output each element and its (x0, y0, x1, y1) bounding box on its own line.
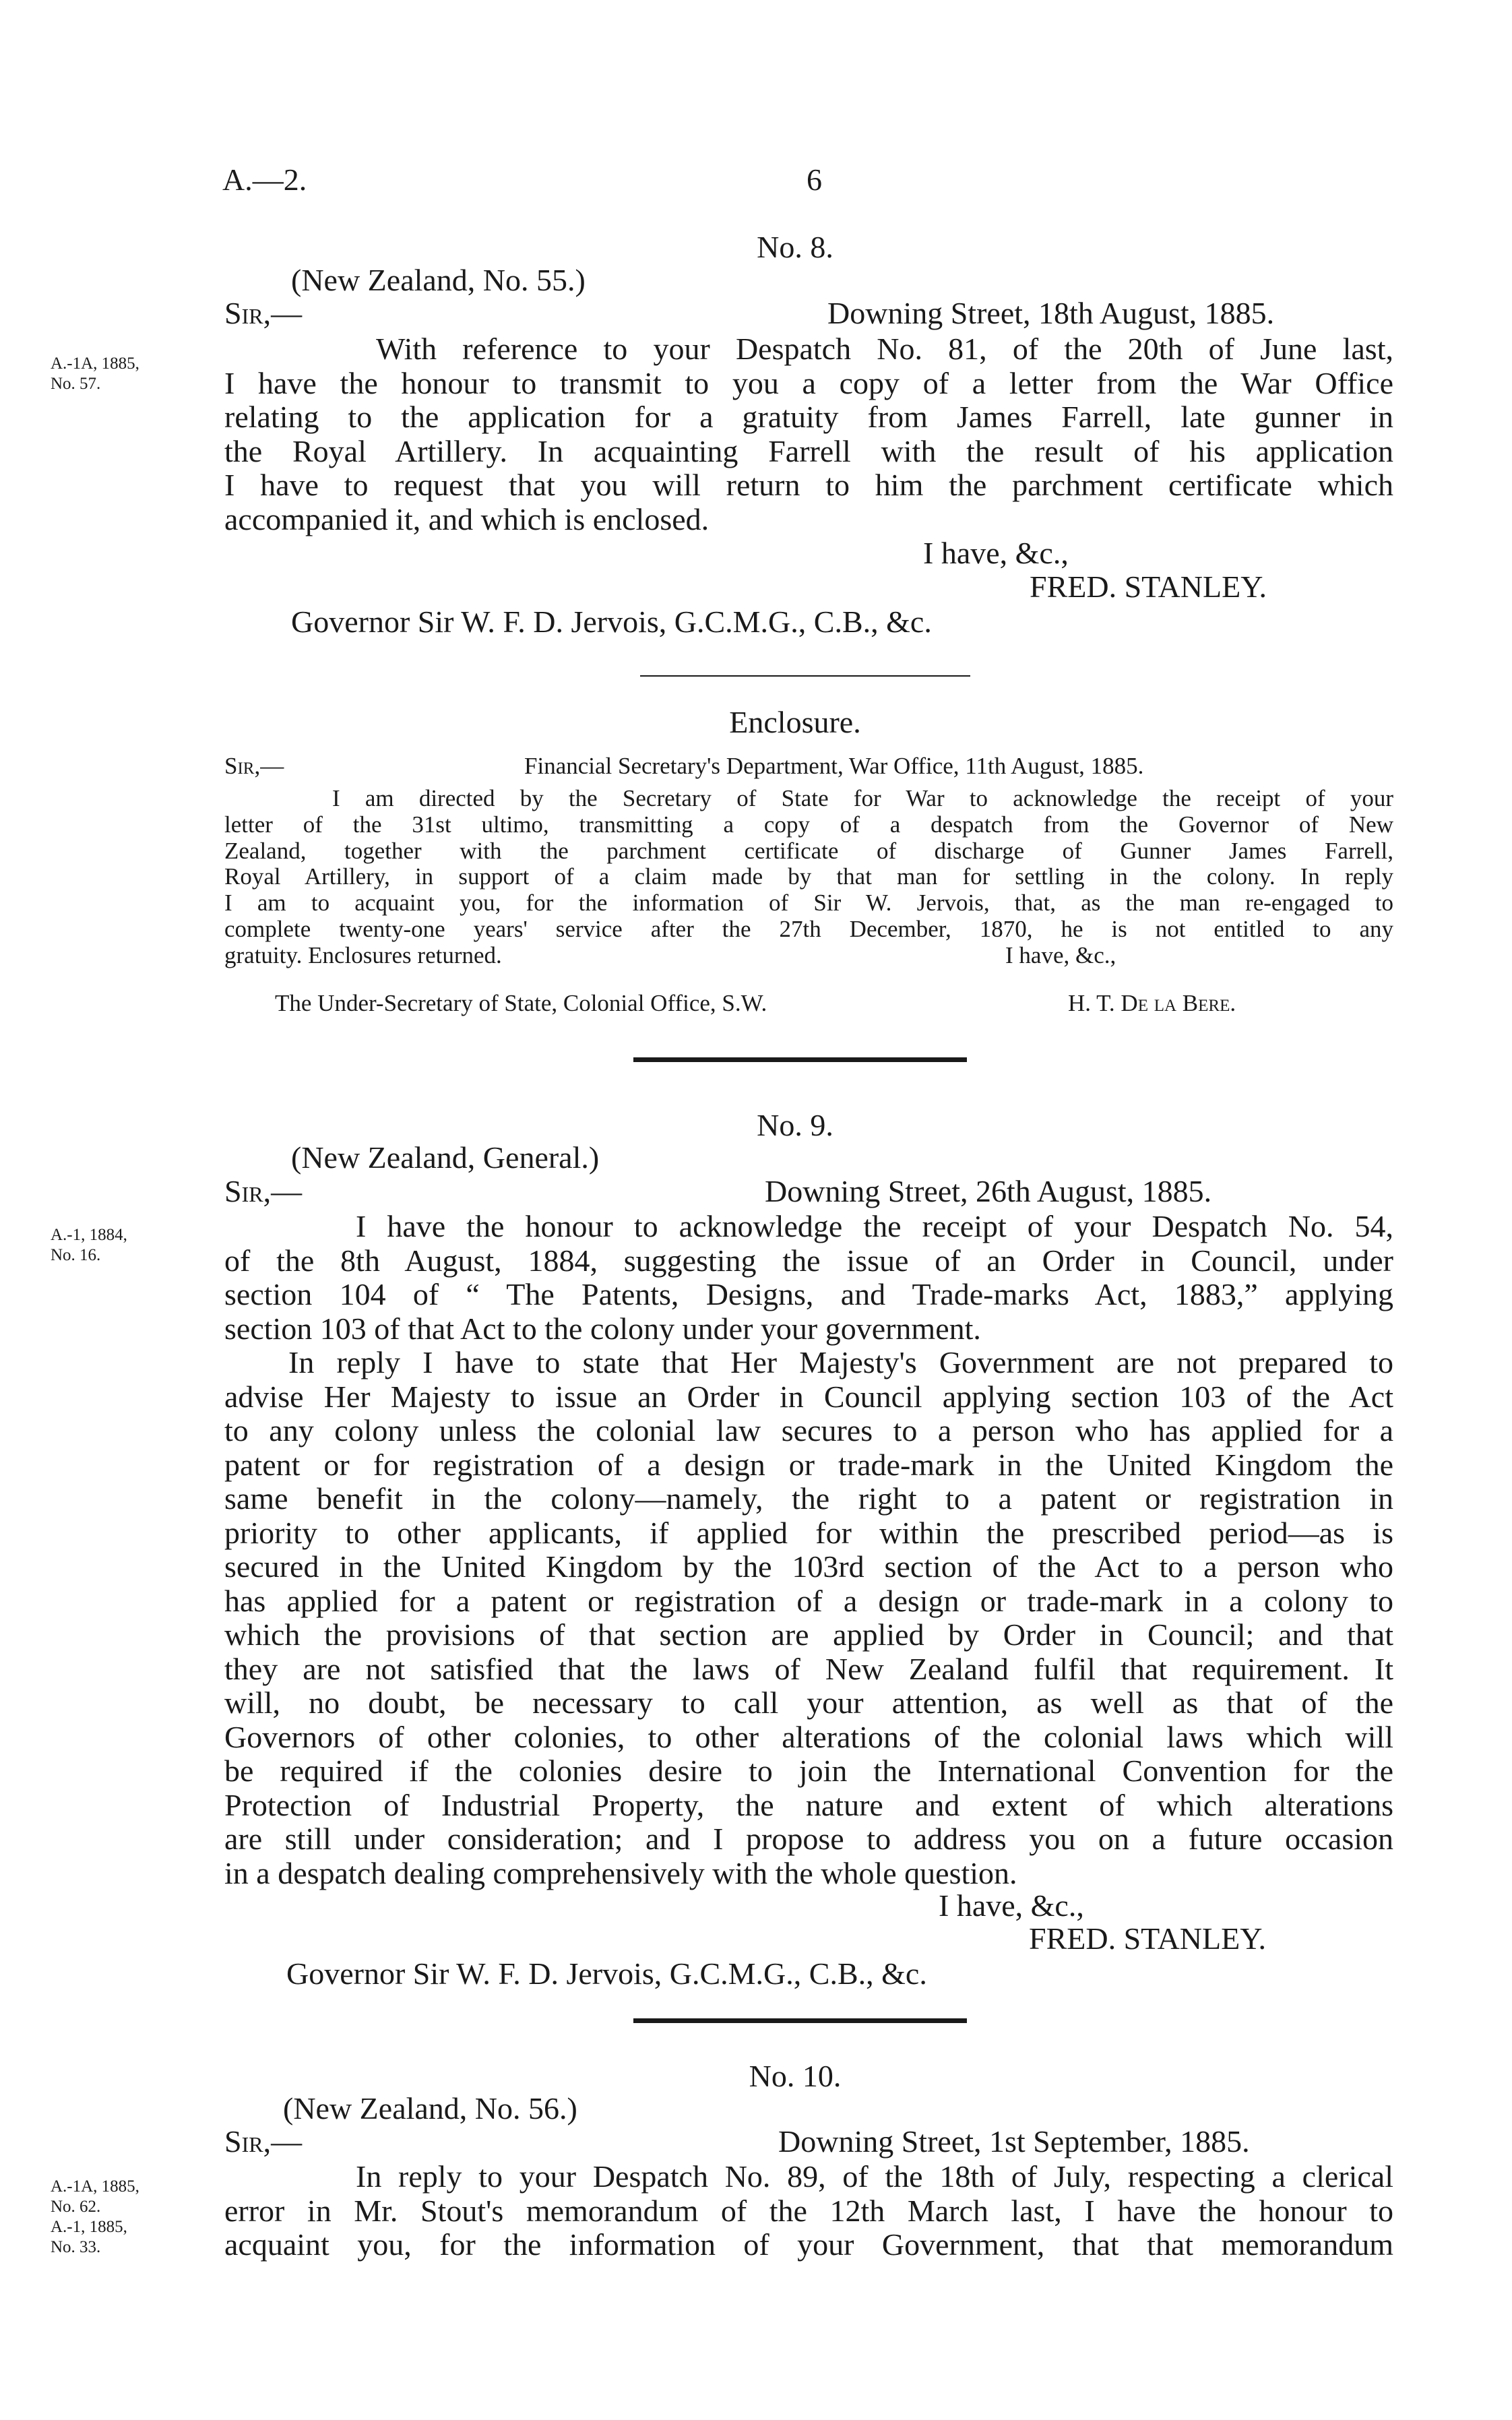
text-line: patent or for registration of a design or trade-mark in the United Kingdom the (224, 1447, 1393, 1482)
text-line: Zealand, together with the parchment certificate of discharge of Gunner James Farrell, (224, 837, 1393, 864)
text-line: With reference to your Despatch No. 81, of the 20th of June last, (376, 332, 1393, 366)
margin-reference: A.-1, 1884, No. 16. (51, 1226, 127, 1264)
text-line: they are not satisfied that the laws of New Zealand fulfil that requirement. It (224, 1651, 1393, 1686)
place-date: Downing Street, 26th August, 1885. (765, 1174, 1212, 1208)
text-line: has applied for a patent or registration of a design or trade-mark in a colony to (224, 1583, 1393, 1618)
text-line: in a despatch dealing comprehensively with the whole question. (224, 1855, 1017, 1890)
despatch-number: No. 10. (749, 2059, 842, 2093)
signature: H. T. De la Bere. (1068, 990, 1236, 1016)
addressee: Governor Sir W. F. D. Jervois, G.C.M.G., C.B., &c. (291, 604, 932, 639)
margin-reference: A.-1A, 1885, No. 57. (51, 354, 139, 393)
signature: FRED. STANLEY. (1029, 1921, 1267, 1956)
place-date: Financial Secretary's Department, War Office, 11th August, 1885. (524, 753, 1144, 779)
text-line: letter of the 31st ultimo, transmitting a copy of a despatch from the Governor of New (224, 811, 1393, 838)
text-line: Governors of other colonies, to other alterations of the colonial laws which will (224, 1719, 1393, 1754)
despatch-number: No. 8. (757, 230, 833, 264)
section-divider (633, 2018, 967, 2023)
text-line: Royal Artillery, in support of a claim made by that man for settling in the colony. In reply (224, 863, 1393, 890)
text-line: I have the honour to acknowledge the receipt of your Despatch No. 54, (356, 1209, 1393, 1243)
text-line: Protection of Industrial Property, the nature and extent of which alterations (224, 1787, 1393, 1822)
despatch-paragraph-1 (224, 1210, 1393, 1346)
text-line: I am to acquaint you, for the information of Sir W. Jervois, that, as the man re-engaged to (224, 890, 1393, 917)
text-line: be required if the colonies desire to join the International Convention for the (224, 1754, 1393, 1788)
text-line: which the provisions of that section are applied by Order in Council; and that (224, 1617, 1393, 1652)
margin-reference: A.-1A, 1885, No. 62. A.-1, 1885, No. 33. (51, 2177, 139, 2256)
colony-reference: (New Zealand, General.) (291, 1140, 600, 1175)
addressee: Governor Sir W. F. D. Jervois, G.C.M.G., C.B., &c. (286, 1956, 927, 1991)
text-line: complete twenty-one years' service after the 27th December, 1870, he is not entitled to any (224, 915, 1393, 942)
despatch-paragraph-2 (224, 1346, 1393, 1890)
enclosure-body (224, 786, 1393, 969)
text-line: I have the honour to transmit to you a copy of a letter from the War Office (224, 365, 1393, 400)
text-line: acquaint you, for the information of your Government, that that memorandum (224, 2227, 1393, 2262)
salutation: Sir,— (224, 1174, 303, 1208)
text-line: advise Her Majesty to issue an Order in Council applying section 103 of the Act (224, 1379, 1393, 1414)
closing: I have, &c., (939, 1888, 1084, 1923)
text-line: of the 8th August, 1884, suggesting the issue of an Order in Council, under (224, 1243, 1393, 1278)
text-line: gratuity. Enclosures returned. (224, 941, 502, 968)
text-line: error in Mr. Stout's memorandum of the 12th March last, I have the honour to (224, 2193, 1393, 2228)
addressee: The Under-Secretary of State, Colonial Office, S.W. (275, 990, 767, 1016)
text-line: priority to other applicants, if applied for within the prescribed period—as is (224, 1515, 1393, 1550)
closing: I have, &c., (1005, 942, 1116, 968)
signature: FRED. STANLEY. (1030, 569, 1267, 604)
despatch-body (224, 332, 1393, 536)
closing: I have, &c., (923, 536, 1069, 570)
salutation: Sir,— (224, 2124, 303, 2159)
text-line: are still under consideration; and I propose to address you on a future occasion (224, 1822, 1393, 1856)
colony-reference: (New Zealand, No. 55.) (291, 263, 586, 297)
section-divider (633, 1057, 967, 1062)
text-line: secured in the United Kingdom by the 103rd section of the Act to a person who (224, 1549, 1393, 1584)
text-line: relating to the application for a gratuity from James Farrell, late gunner in (224, 400, 1393, 434)
despatch-body (224, 2160, 1393, 2262)
text-line: In reply to your Despatch No. 89, of the 18th of July, respecting a clerical (356, 2159, 1393, 2194)
text-line: accompanied it, and which is enclosed. (224, 501, 710, 536)
section-divider (640, 675, 970, 677)
text-line: I have to request that you will return to him the parchment certificate which (224, 468, 1393, 502)
place-date: Downing Street, 18th August, 1885. (827, 296, 1275, 330)
despatch-number: No. 9. (757, 1108, 833, 1142)
text-line: to any colony unless the colonial law secures to a person who has applied for a (224, 1413, 1393, 1448)
text-line: I am directed by the Secretary of State for War to acknowledge the receipt of your (332, 785, 1393, 811)
page-number: 6 (807, 162, 822, 197)
text-line: section 104 of “ The Patents, Designs, and Trade-marks Act, 1883,” applying (224, 1277, 1393, 1311)
text-line: will, no doubt, be necessary to call your attention, as well as that of the (224, 1685, 1393, 1720)
text-line: In reply I have to state that Her Majesty's Government are not prepared to (288, 1345, 1393, 1379)
colony-reference: (New Zealand, No. 56.) (283, 2091, 577, 2126)
text-line: same benefit in the colony—namely, the right to a patent or registration in (224, 1481, 1393, 1516)
enclosure-heading: Enclosure. (729, 705, 861, 739)
document-reference: A.—2. (222, 162, 307, 197)
salutation: Sir,— (224, 296, 303, 330)
salutation: Sir,— (224, 753, 284, 779)
text-line: section 103 of that Act to the colony under your government. (224, 1311, 981, 1346)
place-date: Downing Street, 1st September, 1885. (778, 2124, 1250, 2159)
text-line: the Royal Artillery. In acquainting Farrell with the result of his application (224, 433, 1393, 468)
